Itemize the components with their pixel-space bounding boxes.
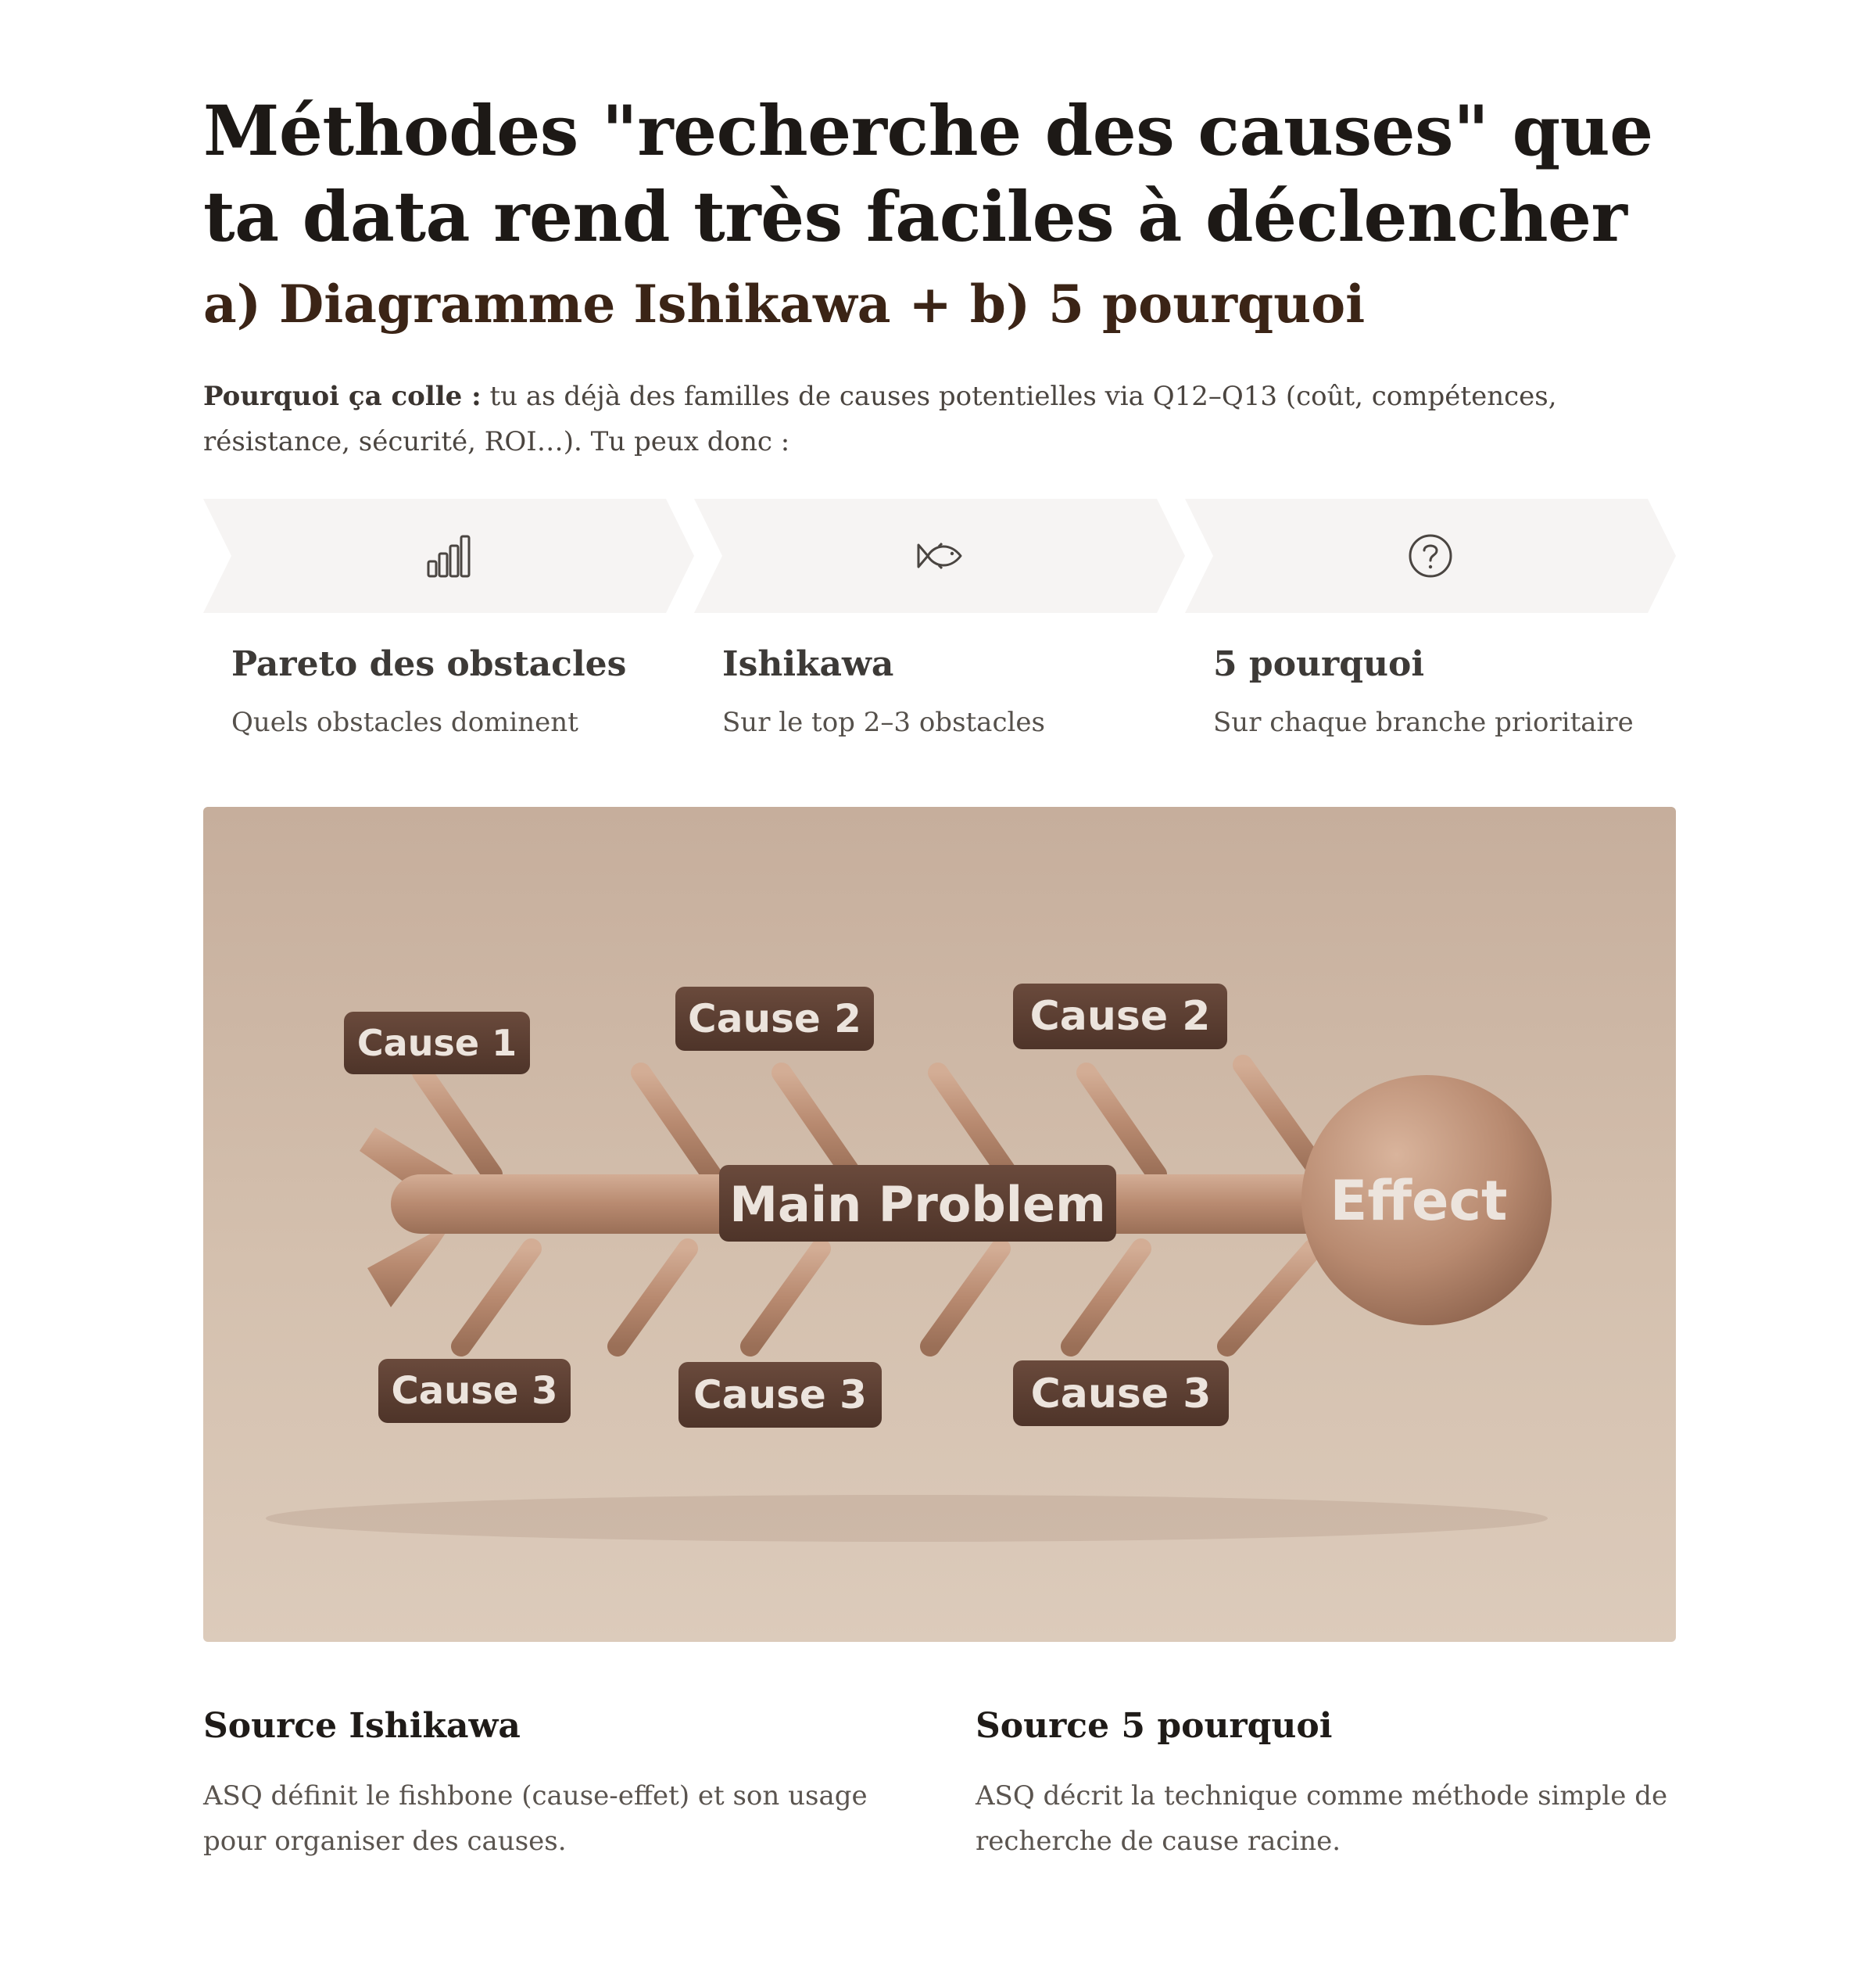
step-arrow-pareto bbox=[203, 499, 694, 613]
question-circle-icon bbox=[1408, 533, 1453, 579]
step-title-5-pourquoi: 5 pourquoi bbox=[1213, 644, 1425, 684]
page-title: Méthodes "recherche des causes" que ta data rend très faciles à déclencher bbox=[203, 90, 1653, 257]
intro-text: tu as déjà des familles de causes potentielles via Q12–Q13 (coût, compétences, résistance, sécurité, ROI…). Tu peux donc : bbox=[203, 381, 1557, 457]
bar-chart-icon bbox=[426, 533, 471, 579]
cause-label-bottom-1: Cause 3 bbox=[391, 1369, 558, 1413]
step-arrow-ishikawa bbox=[694, 499, 1185, 613]
cause-label-bottom-3: Cause 3 bbox=[1030, 1371, 1212, 1417]
intro-paragraph bbox=[203, 374, 1688, 464]
effect-label: Effect bbox=[1330, 1169, 1508, 1233]
fish-icon bbox=[915, 539, 964, 573]
source-ishikawa-desc: ASQ définit le fishbone (cause-effet) et son usage pour organiser des causes. bbox=[203, 1780, 868, 1857]
source-5-pourquoi-desc: ASQ décrit la technique comme méthode simple de recherche de cause racine. bbox=[976, 1780, 1668, 1857]
step-desc-ishikawa: Sur le top 2–3 obstacles bbox=[722, 707, 1045, 738]
step-desc-pareto: Quels obstacles dominent bbox=[231, 707, 578, 738]
main-problem-label: Main Problem bbox=[729, 1176, 1106, 1233]
page-subtitle: a) Diagramme Ishikawa + b) 5 pourquoi bbox=[203, 274, 1366, 335]
cause-label-top-3: Cause 2 bbox=[1029, 993, 1211, 1040]
source-5-pourquoi-title: Source 5 pourquoi bbox=[976, 1706, 1333, 1746]
cause-label-bottom-2: Cause 3 bbox=[693, 1372, 867, 1417]
step-title-pareto: Pareto des obstacles bbox=[231, 644, 627, 684]
cause-label-top-1: Cause 1 bbox=[356, 1022, 517, 1064]
cause-label-top-2: Cause 2 bbox=[688, 996, 861, 1041]
fishbone-illustration bbox=[203, 807, 1676, 1642]
intro-lead: Pourquoi ça colle : bbox=[203, 381, 482, 412]
step-title-ishikawa: Ishikawa bbox=[722, 644, 894, 684]
step-arrow-5-pourquoi bbox=[1185, 499, 1676, 613]
step-desc-5-pourquoi: Sur chaque branche prioritaire bbox=[1213, 707, 1634, 738]
source-ishikawa-title: Source Ishikawa bbox=[203, 1706, 521, 1746]
